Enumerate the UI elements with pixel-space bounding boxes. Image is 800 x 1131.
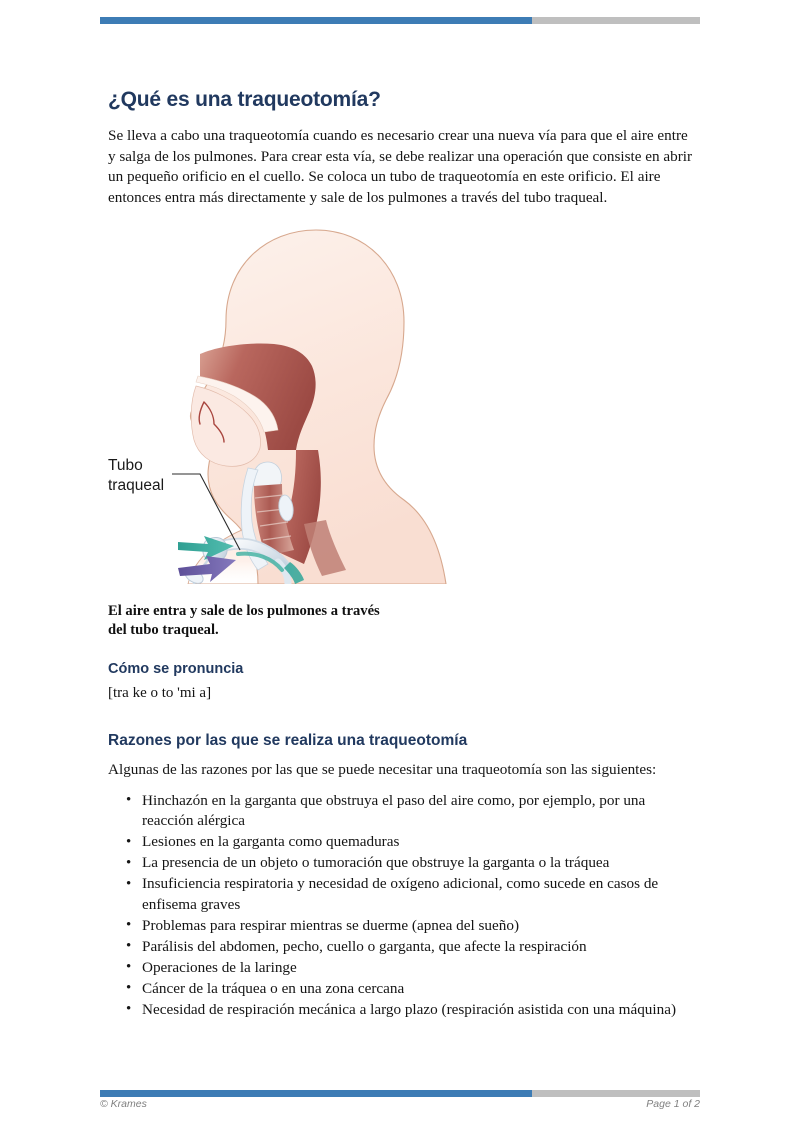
header-rule-blue-segment	[100, 17, 532, 24]
intro-paragraph: Se lleva a cabo una traqueotomía cuando es necesario crear una nueva vía para que el aire entre y salga de los pulmones. Para crear esta vía, se debe realizar una operación que consiste en abrir un pequeño orificio en el cuello. Se coloca un tubo de traqueotomía en este orificio. El aire entonces entra más directamente y sale de los pulmones a través del tubo traqueal.	[108, 127, 693, 206]
list-item: • Lesiones en la garganta como quemaduras	[142, 832, 698, 853]
list-item: • Parálisis del abdomen, pecho, cuello o garganta, que afecte la respiración	[142, 937, 698, 958]
document-content	[108, 88, 698, 1021]
reasons-list	[108, 791, 698, 1021]
footer-rule	[100, 1090, 700, 1097]
footer-page-number: Page 1 of 2	[646, 1098, 700, 1110]
reasons-heading: Razones por las que se realiza una traqueotomía	[108, 732, 468, 749]
list-item: • Operaciones de la laringe	[142, 958, 698, 979]
list-item: • Cáncer de la tráquea o en una zona cercana	[142, 979, 698, 1000]
footer-copyright: © Krames	[100, 1098, 147, 1110]
reasons-intro: Algunas de las razones por las que se puede necesitar una traqueotomía son las siguientes:	[108, 761, 657, 778]
list-item: • Hinchazón en la garganta que obstruya el paso del aire como, por ejemplo, por una reacción alérgica	[142, 791, 698, 832]
list-item: • La presencia de un objeto o tumoración que obstruye la garganta o la tráquea	[142, 853, 698, 874]
footer-rule-grey-segment	[532, 1090, 700, 1097]
tracheostomy-illustration	[108, 224, 448, 584]
tube-label-line1: Tubo	[108, 457, 143, 474]
footer-rule-blue-segment	[100, 1090, 532, 1097]
header-rule	[100, 17, 700, 24]
header-rule-grey-segment	[532, 17, 700, 24]
list-item: • Problemas para respirar mientras se duerme (apnea del sueño)	[142, 916, 698, 937]
figure-caption-line2: del tubo traqueal.	[108, 621, 219, 638]
list-item: • Necesidad de respiración mecánica a largo plazo (respiración asistida con una máquina)	[142, 1000, 698, 1021]
tube-label-line2: traqueal	[108, 477, 165, 494]
list-item: • Insuficiencia respiratoria y necesidad de oxígeno adicional, como sucede en casos de enfisema graves	[142, 874, 698, 915]
pronunciation-value: [tra ke o to 'mi a]	[108, 685, 212, 701]
page-title: ¿Qué es una traqueotomía?	[108, 88, 381, 111]
pronunciation-heading: Cómo se pronuncia	[108, 661, 244, 677]
figure-caption-line1: El aire entra y sale de los pulmones a través	[108, 603, 380, 619]
